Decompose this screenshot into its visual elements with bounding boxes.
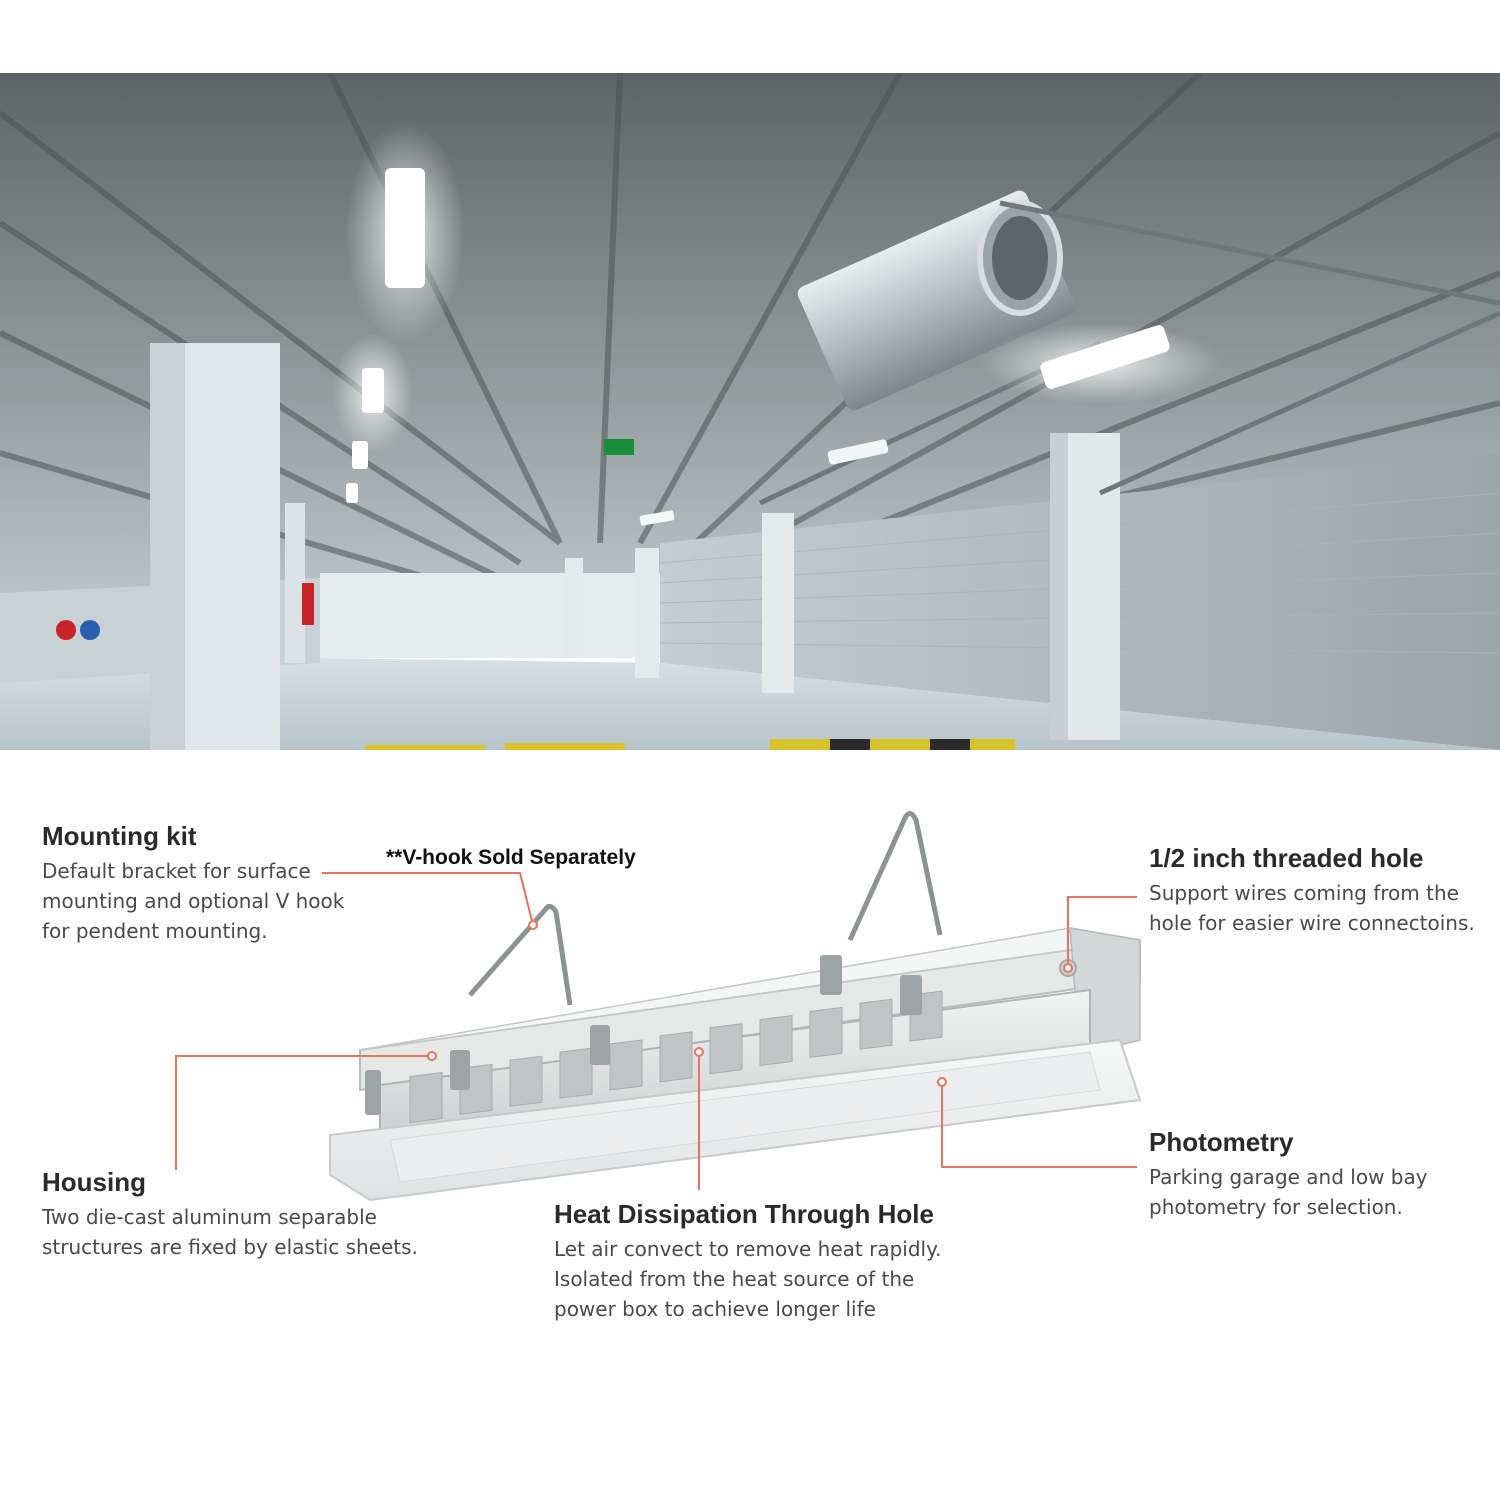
- feature-line: for pendent mounting.: [42, 919, 268, 943]
- feature-line: Support wires coming from the: [1149, 881, 1459, 905]
- feature-line: photometry for selection.: [1149, 1195, 1403, 1219]
- feature-line: mounting and optional V hook: [42, 889, 345, 913]
- feature-line: Default bracket for surface: [42, 859, 311, 883]
- feature-title: Photometry: [1149, 1127, 1294, 1157]
- feature-photometry: [1149, 1127, 1428, 1222]
- feature-title: Heat Dissipation Through Hole: [554, 1199, 934, 1229]
- feature-line: Parking garage and low bay: [1149, 1165, 1428, 1189]
- feature-mounting-kit: [42, 821, 344, 946]
- feature-title: Mounting kit: [42, 821, 197, 851]
- feature-line: structures are fixed by elastic sheets.: [42, 1235, 418, 1259]
- feature-title: 1/2 inch threaded hole: [1149, 843, 1424, 873]
- feature-housing: [42, 1167, 418, 1262]
- feature-line: Let air convect to remove heat rapidly.: [554, 1237, 942, 1261]
- feature-line: Two die-cast aluminum separable: [42, 1205, 377, 1229]
- feature-line: Isolated from the heat source of the: [554, 1267, 915, 1291]
- feature-title: Housing: [42, 1167, 146, 1197]
- parking-garage-photo: [0, 73, 1500, 750]
- v-hook-note: **V-hook Sold Separately: [386, 846, 636, 869]
- feature-line: hole for easier wire connectoins.: [1149, 911, 1475, 935]
- feature-heat-dissipation: [554, 1199, 941, 1324]
- feature-threaded-hole: [1149, 843, 1475, 938]
- feature-line: power box to achieve longer life: [554, 1297, 876, 1321]
